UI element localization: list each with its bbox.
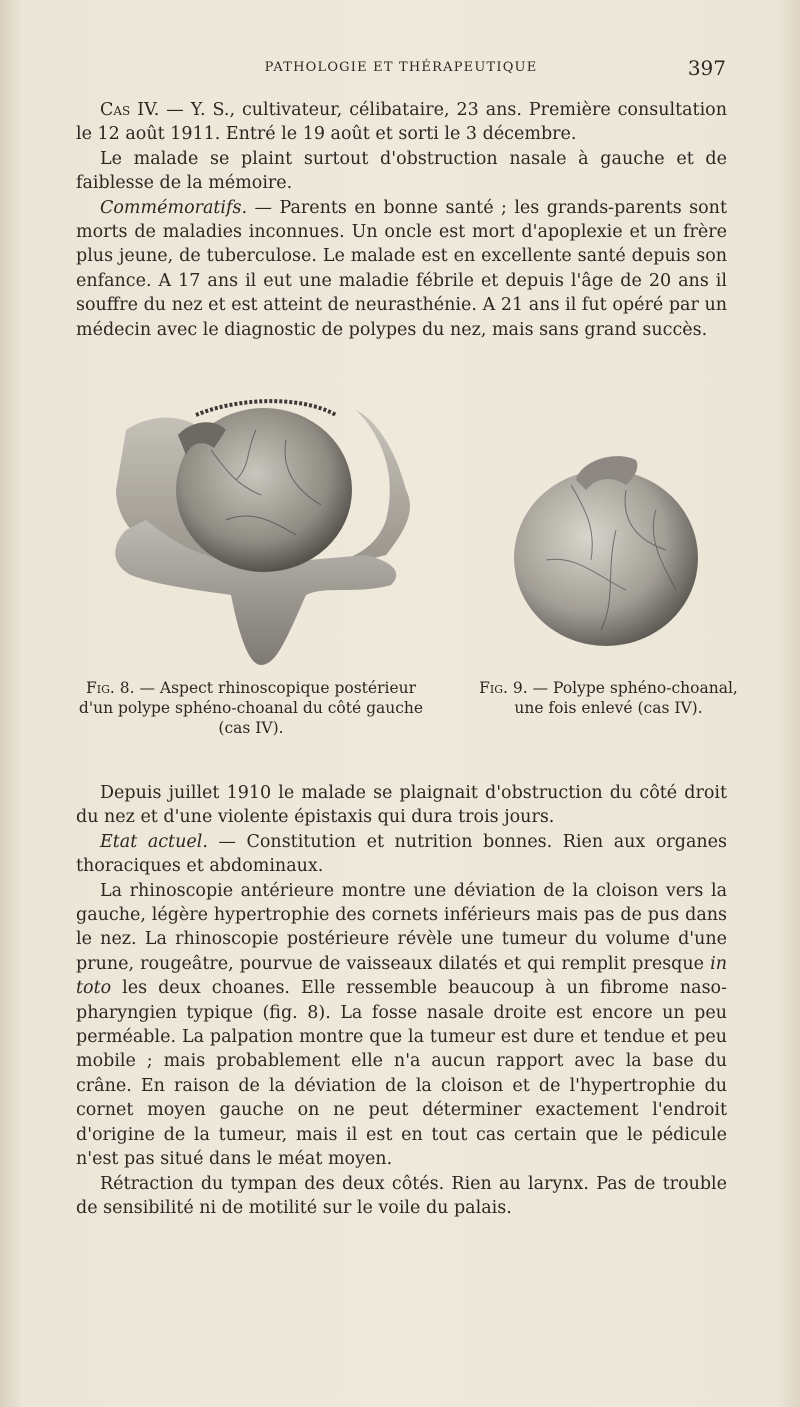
paragraph-case-intro: Cas IV. — Y. S., cultivateur, célibataire, 23 ans. Première consultation le 12 août 1911. Entré le 19 août et sorti le 3 décembre. xyxy=(76,100,727,145)
page-header xyxy=(76,58,726,82)
page-number: 397 xyxy=(687,56,726,80)
section-label-commemoratifs: Commémoratifs. xyxy=(100,197,248,218)
text-block-bottom xyxy=(76,781,727,1220)
figure-9-label: Fig. 9. xyxy=(479,679,528,697)
figure-8-illustration xyxy=(86,380,416,670)
paragraph-epistaxis: Depuis juillet 1910 le malade se plaignait d'obstruction du côté droit du nez et d'une violente épistaxis qui dura trois jours. xyxy=(76,783,727,828)
phrase-in-toto: in toto xyxy=(76,953,727,999)
figures-area xyxy=(76,380,738,750)
paragraph-tympan: Rétraction du tympan des deux côtés. Rien au larynx. Pas de trouble de sensibilité ni de motilité sur le voile du palais. xyxy=(76,1173,727,1218)
paragraph-complaint: Le malade se plaint surtout d'obstruction nasale à gauche et de faiblesse de la mémoire. xyxy=(76,148,727,194)
figure-9-illustration xyxy=(506,440,706,650)
case-label: Cas IV. xyxy=(100,100,160,120)
paragraph-rhinoscopy: La rhinoscopie antérieure montre une déviation de la cloison vers la gauche, légère hypertrophie des cornets inférieurs mais pas de pus dans le nez. La rhinoscopie postérieure révèle une tumeur du volume d'une prune, rougeâtre, pourvue de vaisseaux dilatés et qui remplit presque in toto les deux choanes. Elle ressemble beaucoup à un fibrome naso-pharyngien typique (fig. 8). La fosse nasale droite est encore un peu perméable. La palpation montre que la tumeur est dure et tendue et peu mobile ; mais probablement elle n'a aucun rapport avec la base du crâne. En raison de la déviation de la cloison et de l'hypertrophie du cornet moyen gauche on ne peut déterminer exactement l'endroit d'origine de la tumeur, mais il est en tout cas certain que le pédicule n'est pas situé dans le méat moyen. xyxy=(76,880,727,1170)
section-label-etat-actuel: Etat actuel. xyxy=(100,831,208,852)
figure-9-caption: Fig. 9. — Polype sphéno-choanal, une fois enlevé (cas IV). xyxy=(479,679,738,717)
figure-8-caption: Fig. 8. — Aspect rhinoscopique postérieur d'un polype sphéno-choanal du côté gauche (cas IV). xyxy=(78,679,424,737)
paragraph-history: Commémoratifs. — Parents en bonne santé ; les grands-parents sont morts de maladies inconnues. Un oncle est mort d'apoplexie et un frère plus jeune, de tuberculose. Le malade est en excellente santé depuis son enfance. A 17 ans il eut une maladie fébrile et depuis l'âge de 20 ans il souffre du nez et est atteint de neurasthénie. A 21 ans il fut opéré par un médecin avec le diagnostic de polypes du nez, mais sans grand succès. xyxy=(76,197,727,340)
paragraph-current-state: Etat actuel. — Constitution et nutrition bonnes. Rien aux organes thoraciques et abdominaux. xyxy=(76,831,728,877)
figure-8-label: Fig. 8. xyxy=(85,679,135,697)
text-block-top xyxy=(76,98,727,342)
running-title: PATHOLOGIE ET THÉRAPEUTIQUE xyxy=(264,60,538,75)
